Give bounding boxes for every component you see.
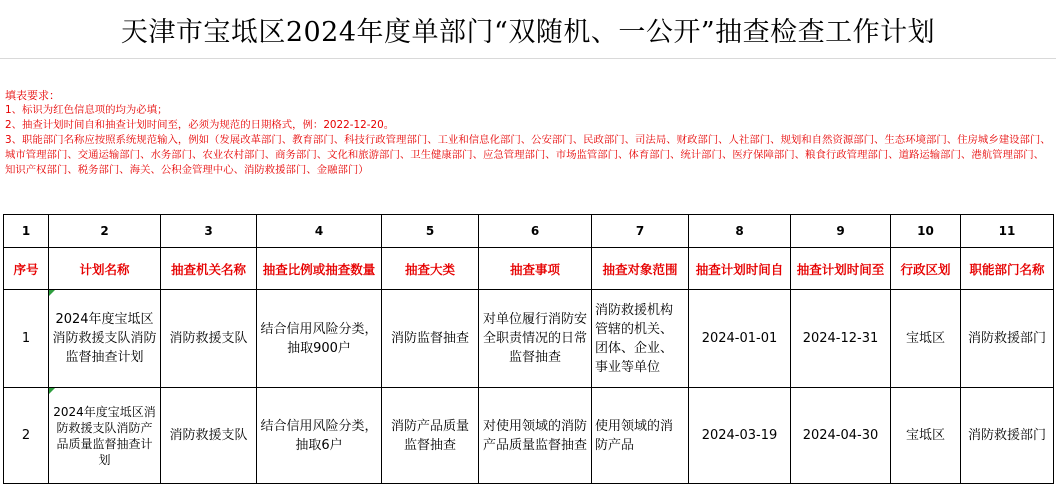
header-department[interactable]: 职能部门名称 (961, 248, 1054, 290)
header-category[interactable]: 抽查大类 (382, 248, 479, 290)
plan-table (3, 214, 1054, 484)
fill-instructions (5, 88, 1051, 178)
cell-date-from[interactable]: 2024-01-01 (689, 290, 791, 388)
cell-date-to[interactable]: 2024-12-31 (791, 290, 891, 388)
header-district[interactable]: 行政区划 (891, 248, 961, 290)
header-plan-name[interactable]: 计划名称 (49, 248, 161, 290)
column-number-cell[interactable]: 4 (257, 215, 382, 248)
cell-item[interactable]: 对使用领域的消防产品质量监督抽查 (479, 388, 592, 484)
header-ratio[interactable]: 抽查比例或抽查数量 (257, 248, 382, 290)
cell-item[interactable]: 对单位履行消防安全职责情况的日常监督抽查 (479, 290, 592, 388)
cell-plan-name[interactable]: 2024年度宝坻区消防救援支队消防监督抽查计划 (49, 290, 161, 388)
column-number-row (4, 215, 1054, 248)
cell-district[interactable]: 宝坻区 (891, 290, 961, 388)
cell-date-from[interactable]: 2024-03-19 (689, 388, 791, 484)
column-number-cell[interactable]: 7 (592, 215, 689, 248)
cell-department[interactable]: 消防救援部门 (961, 290, 1054, 388)
column-number-cell[interactable]: 5 (382, 215, 479, 248)
cell-agency[interactable]: 消防救援支队 (161, 388, 257, 484)
column-number-cell[interactable]: 1 (4, 215, 49, 248)
instruction-3[interactable]: 3、职能部门名称应按照系统规范输入，例如（发展改革部门、教育部门、科技行政管理部门、工业和信息化部门、公安部门、民政部门、司法局、财政部门、人社部门、规划和自然资源部门、生态环境部门、住房城乡建设部门、城市管理部门、交通运输部门、水务部门、农业农村部门、商务部门、文化和旅游部门、卫生健康部门、应急管理部门、市场监管部门、体育部门、统计部门、医疗保障部门、粮食行政管理部门、道路运输部门、港航管理部门、知识产权部门、税务部门、海关、公积金管理中心、消防救援部门、金融部门） (5, 134, 1051, 176)
cell-scope[interactable]: 消防救援机构管辖的机关、团体、企业、事业等单位 (592, 290, 689, 388)
instructions-heading[interactable]: 填表要求： (5, 89, 60, 102)
cell-department[interactable]: 消防救援部门 (961, 388, 1054, 484)
column-number-cell[interactable]: 8 (689, 215, 791, 248)
table-row (4, 290, 1054, 388)
cell-date-to[interactable]: 2024-04-30 (791, 388, 891, 484)
cell-district[interactable]: 宝坻区 (891, 388, 961, 484)
instruction-1[interactable]: 1、标识为红色信息项的均为必填； (5, 104, 168, 116)
header-date-to[interactable]: 抽查计划时间至 (791, 248, 891, 290)
table-row (4, 388, 1054, 484)
column-number-cell[interactable]: 9 (791, 215, 891, 248)
cell-scope[interactable]: 使用领域的消防产品 (592, 388, 689, 484)
column-number-cell[interactable]: 3 (161, 215, 257, 248)
cell-category[interactable]: 消防产品质量监督抽查 (382, 388, 479, 484)
column-number-cell[interactable]: 10 (891, 215, 961, 248)
header-date-from[interactable]: 抽查计划时间自 (689, 248, 791, 290)
column-number-cell[interactable]: 11 (961, 215, 1054, 248)
header-seq[interactable]: 序号 (4, 248, 49, 290)
header-agency[interactable]: 抽查机关名称 (161, 248, 257, 290)
column-number-cell[interactable]: 2 (49, 215, 161, 248)
header-row (4, 248, 1054, 290)
header-scope[interactable]: 抽查对象范围 (592, 248, 689, 290)
cell-category[interactable]: 消防监督抽查 (382, 290, 479, 388)
cell-seq[interactable]: 1 (4, 290, 49, 388)
instruction-2[interactable]: 2、抽查计划时间自和抽查计划时间至，必须为规范的日期格式，例：2022-12-20。 (5, 119, 395, 131)
cell-agency[interactable]: 消防救援支队 (161, 290, 257, 388)
cell-ratio[interactable]: 结合信用风险分类，抽取900户 (257, 290, 382, 388)
sheet-title[interactable]: 天津市宝坻区2024年度单部门“双随机、一公开”抽查检查工作计划 (0, 0, 1056, 59)
cell-plan-name[interactable]: 2024年度宝坻区消防救援支队消防产品质量监督抽查计划 (49, 388, 161, 484)
cell-ratio[interactable]: 结合信用风险分类，抽取6户 (257, 388, 382, 484)
column-number-cell[interactable]: 6 (479, 215, 592, 248)
cell-seq[interactable]: 2 (4, 388, 49, 484)
header-item[interactable]: 抽查事项 (479, 248, 592, 290)
